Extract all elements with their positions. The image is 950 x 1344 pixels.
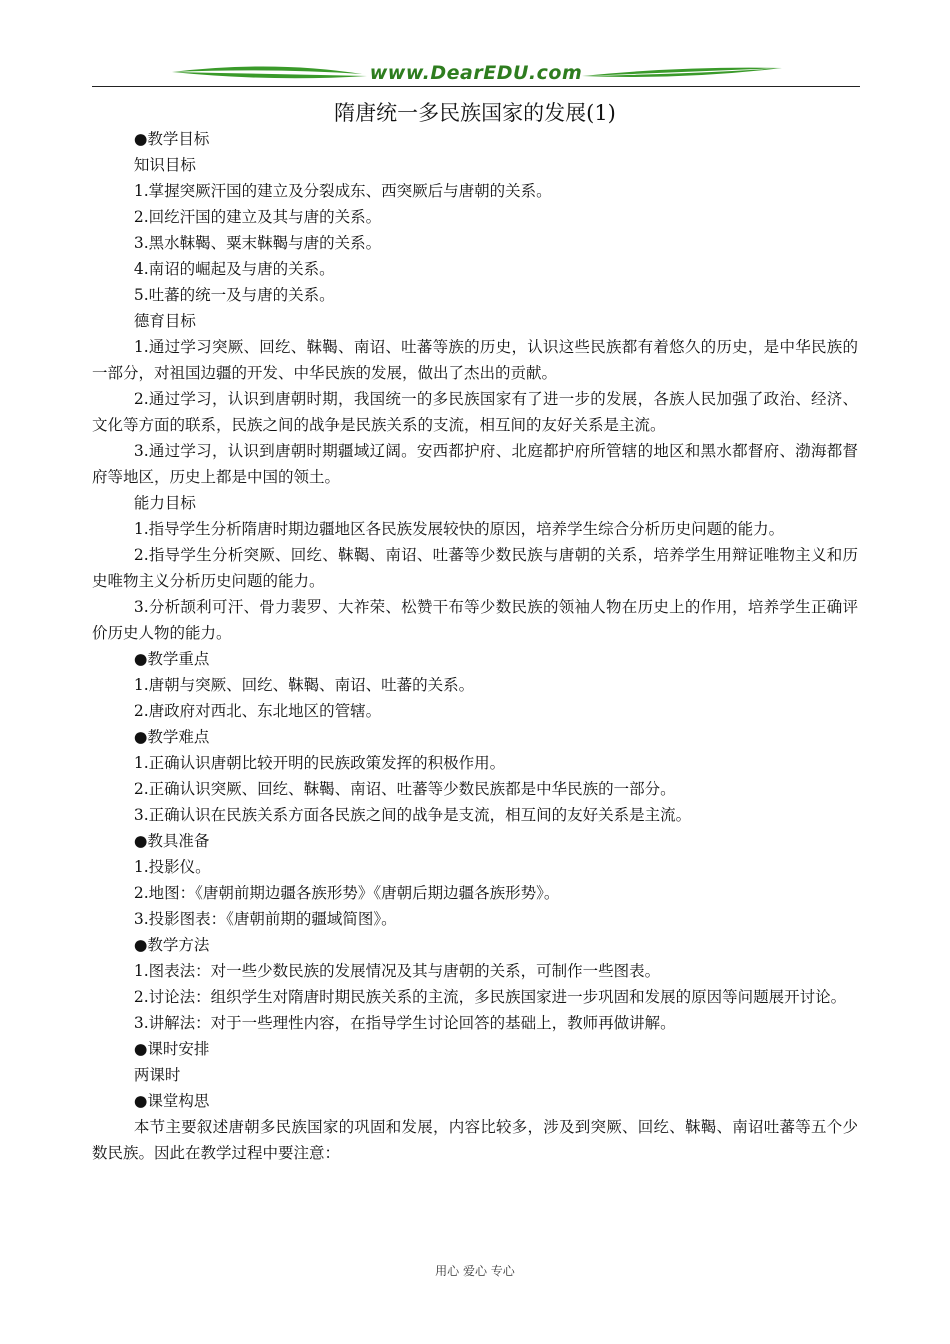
text-line: ●教学难点 [133, 728, 210, 746]
text-line: 1.图表法：对一些少数民族的发展情况及其与唐朝的关系，可制作一些图表。 [133, 962, 661, 980]
text-line: 3.讲解法：对于一些理性内容，在指导学生讨论回答的基础上，教师再做讲解。 [133, 1014, 676, 1032]
text-line: 知识目标 [133, 156, 196, 174]
text-line: 3.通过学习，认识到唐朝时期疆域辽阔。安西都护府、北庭都护府所管辖的地区和黑水都督府、渤海都督府等地区，历史上都是中国的领土。 [92, 442, 858, 486]
document-body [92, 126, 858, 1166]
header-divider [92, 86, 860, 87]
text-line: ●教具准备 [133, 832, 210, 850]
text-line: 2.通过学习，认识到唐朝时期，我国统一的多民族国家有了进一步的发展，各族人民加强了政治、经济、文化等方面的联系，民族之间的战争是民族关系的支流，相互间的友好关系是主流。 [92, 390, 858, 434]
text-line: 1.掌握突厥汗国的建立及分裂成东、西突厥后与唐朝的关系。 [133, 182, 552, 200]
text-line: 2.唐政府对西北、东北地区的管辖。 [133, 702, 382, 720]
text-line: ●课堂构思 [133, 1092, 210, 1110]
text-line: ●教学方法 [133, 936, 210, 954]
text-line: 1.投影仪。 [133, 858, 211, 876]
text-line: 本节主要叙述唐朝多民族国家的巩固和发展，内容比较多，涉及到突厥、回纥、靺鞨、南诏吐蕃等五个少数民族。因此在教学过程中要注意： [92, 1118, 858, 1162]
text-line: 3.黑水靺鞨、粟末靺鞨与唐的关系。 [133, 234, 382, 252]
text-line: ●课时安排 [133, 1040, 210, 1058]
site-logo-text: www.DearEDU.com [369, 62, 583, 84]
text-line: 能力目标 [133, 494, 196, 512]
text-line: 2.回纥汗国的建立及其与唐的关系。 [133, 208, 382, 226]
text-line: 5.吐蕃的统一及与唐的关系。 [133, 286, 335, 304]
text-line: 1.唐朝与突厥、回纥、靺鞨、南诏、吐蕃的关系。 [133, 676, 475, 694]
text-line: 德育目标 [133, 312, 196, 330]
text-line: 2.地图：《唐朝前期边疆各族形势》《唐朝后期边疆各族形势》。 [133, 884, 560, 902]
text-line: 2.讨论法：组织学生对隋唐时期民族关系的主流，多民族国家进一步巩固和发展的原因等问题展开讨论。 [133, 988, 847, 1006]
page-title: 隋唐统一多民族国家的发展(1) [334, 101, 616, 125]
text-line: 3.分析颉利可汗、骨力裴罗、大祚荣、松赞干布等少数民族的领袖人物在历史上的作用，培养学生正确评价历史人物的能力。 [92, 598, 858, 642]
text-line: 1.正确认识唐朝比较开明的民族政策发挥的积极作用。 [133, 754, 506, 772]
text-line: 1.指导学生分析隋唐时期边疆地区各民族发展较快的原因，培养学生综合分析历史问题的能力。 [133, 520, 785, 538]
text-line: 3.投影图表：《唐朝前期的疆域简图》。 [133, 910, 397, 928]
text-line: ●教学目标 [133, 130, 210, 148]
text-line: 4.南诏的崛起及与唐的关系。 [133, 260, 335, 278]
page-footer: 用心 爱心 专心 [435, 1264, 515, 1278]
text-line: 2.指导学生分析突厥、回纥、靺鞨、南诏、吐蕃等少数民族与唐朝的关系，培养学生用辩证唯物主义和历史唯物主义分析历史问题的能力。 [92, 546, 858, 590]
text-line: 3.正确认识在民族关系方面各民族之间的战争是支流，相互间的友好关系是主流。 [133, 806, 692, 824]
text-line: 2.正确认识突厥、回纥、靺鞨、南诏、吐蕃等少数民族都是中华民族的一部分。 [133, 780, 676, 798]
text-line: ●教学重点 [133, 650, 210, 668]
text-line: 1.通过学习突厥、回纥、靺鞨、南诏、吐蕃等族的历史，认识这些民族都有着悠久的历史，是中华民族的一部分，对祖国边疆的开发、中华民族的发展，做出了杰出的贡献。 [92, 338, 858, 382]
text-line: 两课时 [133, 1066, 181, 1084]
